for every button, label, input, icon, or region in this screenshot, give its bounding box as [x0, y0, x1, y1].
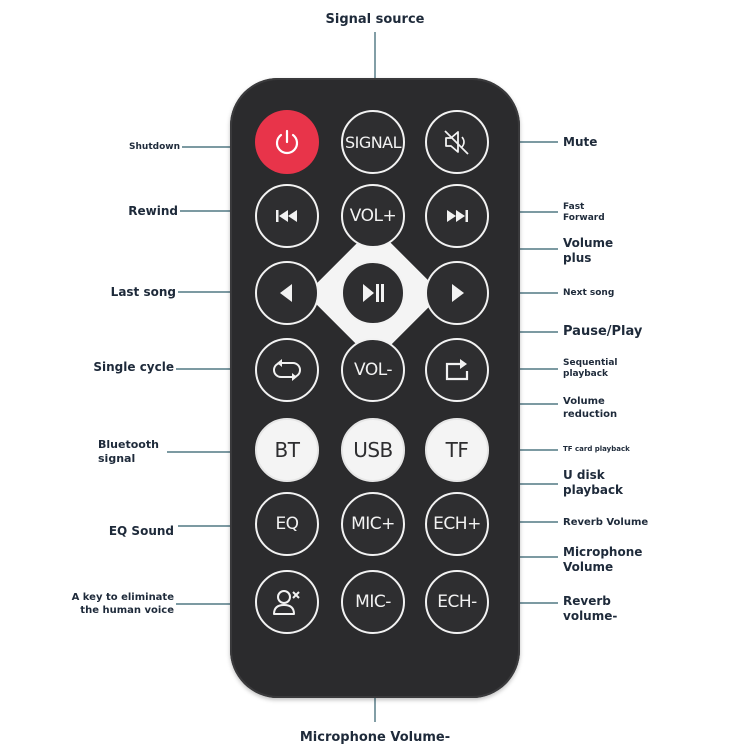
repeat-arrow-icon — [442, 356, 472, 384]
label-microphone-volume-minus: Microphone Volume- — [299, 730, 451, 745]
ech-minus-button[interactable] — [425, 570, 489, 634]
label-eq-sound: EQ Sound — [108, 524, 174, 538]
vol-plus-button[interactable] — [341, 184, 405, 248]
speaker-mute-icon — [440, 125, 474, 159]
label-u-disk-playback: U disk playback — [563, 468, 624, 497]
sequential-button[interactable] — [425, 338, 489, 402]
bt-label: BT — [274, 438, 300, 462]
ech-minus-label: ECH- — [437, 592, 477, 612]
play-pause-button[interactable] — [341, 261, 405, 325]
single-cycle-button[interactable] — [255, 338, 319, 402]
mic-minus-label: MIC- — [355, 592, 391, 612]
mic-plus-button[interactable] — [341, 492, 405, 556]
person-remove-icon — [271, 587, 303, 617]
label-sequential-playback: Sequential playback — [563, 358, 618, 380]
label-microphone-volume-plus: Microphone Volume — [563, 545, 643, 574]
eq-button[interactable] — [255, 492, 319, 556]
label-next-song: Next song — [563, 288, 615, 298]
label-fast-forward: Fast Forward — [563, 202, 605, 224]
label-rewind: Rewind — [128, 204, 178, 218]
ech-plus-label: ECH+ — [433, 514, 481, 534]
label-mute: Mute — [563, 135, 598, 149]
label-tf-card-playback: TF card playback — [563, 445, 630, 453]
loop-icon — [271, 357, 303, 383]
power-icon — [272, 127, 302, 157]
rewind-icon — [273, 208, 301, 224]
label-signal-source: Signal source — [325, 12, 425, 27]
label-bluetooth-signal: Bluetooth signal — [98, 438, 159, 465]
vol-minus-label: VOL- — [353, 360, 393, 380]
label-single-cycle: Single cycle — [93, 360, 174, 374]
eq-label: EQ — [275, 514, 299, 534]
fast-forward-icon — [443, 208, 471, 224]
usb-label: USB — [353, 438, 393, 462]
mute-button[interactable] — [425, 110, 489, 174]
vol-plus-label: VOL+ — [349, 206, 397, 226]
label-shutdown: Shutdown — [129, 142, 180, 152]
tf-label: TF — [445, 438, 469, 462]
ech-plus-button[interactable] — [425, 492, 489, 556]
label-volume-reduction: Volume reduction — [563, 396, 618, 420]
label-eliminate-voice: A key to eliminate the human voice — [71, 592, 174, 616]
label-reverb-volume-minus: Reverb volume- — [563, 594, 618, 623]
voice-eliminate-button[interactable] — [255, 570, 319, 634]
usb-button[interactable] — [341, 418, 405, 482]
mic-minus-button[interactable] — [341, 570, 405, 634]
bt-button[interactable] — [255, 418, 319, 482]
signal-button[interactable] — [341, 110, 405, 174]
power-button[interactable] — [255, 110, 319, 174]
label-last-song: Last song — [110, 285, 176, 299]
label-reverb-volume-plus: Reverb Volume — [563, 517, 649, 528]
triangle-right-icon — [445, 281, 469, 305]
triangle-left-icon — [275, 281, 299, 305]
next-button[interactable] — [425, 261, 489, 325]
rewind-button[interactable] — [255, 184, 319, 248]
label-pause-play: Pause/Play — [563, 324, 643, 339]
signal-button-label: SIGNAL — [344, 132, 402, 152]
previous-button[interactable] — [255, 261, 319, 325]
vol-minus-button[interactable] — [341, 338, 405, 402]
label-volume-plus: Volume plus — [563, 236, 614, 265]
mic-plus-label: MIC+ — [351, 514, 395, 534]
play-pause-icon — [358, 281, 388, 305]
fast-forward-button[interactable] — [425, 184, 489, 248]
tf-button[interactable] — [425, 418, 489, 482]
